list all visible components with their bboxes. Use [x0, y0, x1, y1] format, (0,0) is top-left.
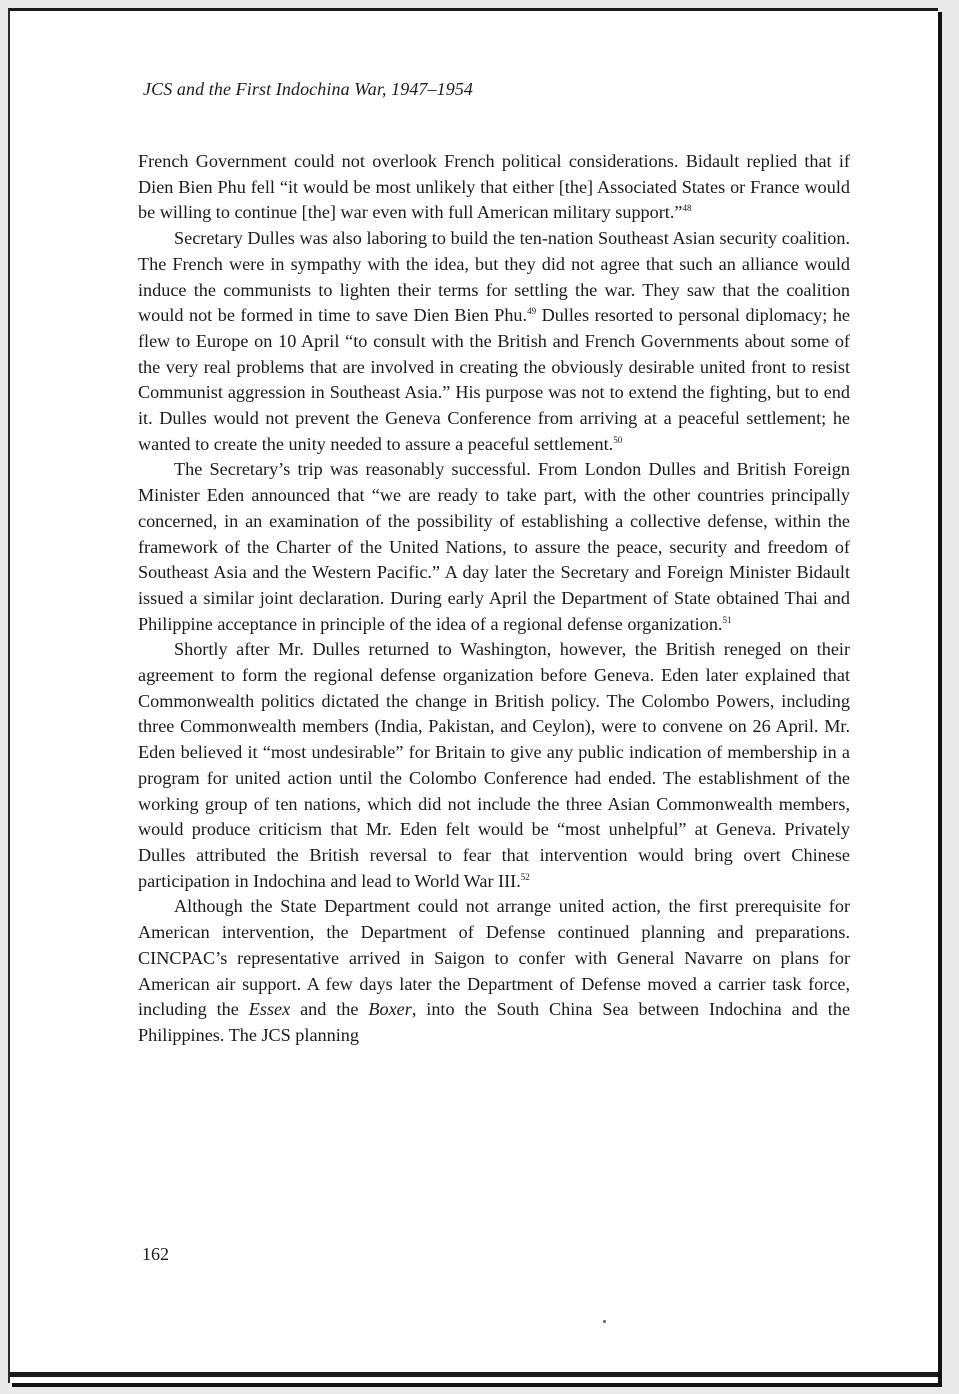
ship-name: Boxer	[368, 999, 412, 1020]
paragraph	[138, 457, 850, 637]
text-run: and the	[290, 999, 369, 1020]
scan-speck	[603, 1320, 606, 1323]
paragraph	[138, 637, 850, 894]
body-text	[138, 149, 850, 1049]
text-run: French Government could not overlook French political considerations. Bidault replied that if Dien Bien Phu fell “it would be most unlikely that either [the] Associated States or France would be willing to continue [the] war even with full American military support.”	[138, 151, 850, 223]
running-head: JCS and the First Indochina War, 1947–1954	[143, 79, 474, 99]
text-run: Although the State Department could not arrange united action, the first prerequisite for American intervention, the Department of Defense continued planning and preparations. CINCPAC’s representative arrived in Saigon to confer with General Navarre on plans for American air support. A few days later the Department of Defense moved a carrier task force, including the	[138, 896, 850, 1020]
footnote-ref: 51	[722, 614, 732, 625]
footnote-ref: 52	[520, 871, 530, 882]
page-number: 162	[142, 1244, 169, 1264]
text-run: Shortly after Mr. Dulles returned to Washington, however, the British reneged on their agreement to form the regional defense organization before Geneva. Eden later explained that Commonwealth politics dictated the change in British policy. The Colombo Powers, including three Commonwealth members (India, Pakistan, and Ceylon), were to convene on 26 April. Mr. Eden believed it “most undesirable” for Britain to give any public indication of membership in a program for united action until the Colombo Conference had ended. The establishment of the working group of ten nations, which did not include the three Asian Commonwealth members, would produce criticism that Mr. Eden felt would be “most unhelpful” at Geneva. Privately Dulles attributed the British reversal to fear that intervention would bring overt Chinese participation in Indochina and lead to World War III.	[138, 639, 850, 891]
document-page	[8, 8, 938, 1383]
text-run: The Secretary’s trip was reasonably successful. From London Dulles and British Foreign Minister Eden announced that “we are ready to take part, with the other countries principally concerned, in an examination of the possibility of establishing a collective defense, within the framework of the Charter of the United Nations, to assure the peace, security and freedom of Southeast Asia and the Western Pacific.” A day later the Secretary and Foreign Minister Bidault issued a similar joint declaration. During early April the Department of State obtained Thai and Philippine acceptance in principle of the idea of a regional defense organization.	[138, 459, 850, 634]
paragraph	[138, 226, 850, 457]
ship-name: Essex	[248, 999, 291, 1020]
text-run: , into the South China Sea between Indochina and the Philippines. The JCS planning	[138, 999, 851, 1045]
footnote-ref: 50	[613, 434, 623, 445]
paragraph	[138, 149, 850, 226]
page-bottom-border	[10, 1372, 938, 1377]
footnote-ref: 48	[682, 203, 692, 214]
paragraph	[138, 894, 850, 1048]
text-run: Dulles resorted to personal diplomacy; he flew to Europe on 10 April “to consult with the British and French Governments about some of the very real problems that are involved in creating the obviously desirable united front to resist Communist aggression in Southeast Asia.” His purpose was not to extend the fighting, but to end it. Dulles would not prevent the Geneva Conference from arriving at a peaceful settlement; he wanted to create the unity needed to assure a peaceful settlement.	[138, 305, 850, 454]
text-run: Secretary Dulles was also laboring to build the ten-nation Southeast Asian security coalition. The French were in sympathy with the idea, but they did not agree that such an alliance would induce the communists to lighten their terms for settling the war. They saw that the coalition would not be formed in time to save Dien Bien Phu.	[138, 228, 850, 326]
footnote-ref: 49	[527, 306, 537, 317]
